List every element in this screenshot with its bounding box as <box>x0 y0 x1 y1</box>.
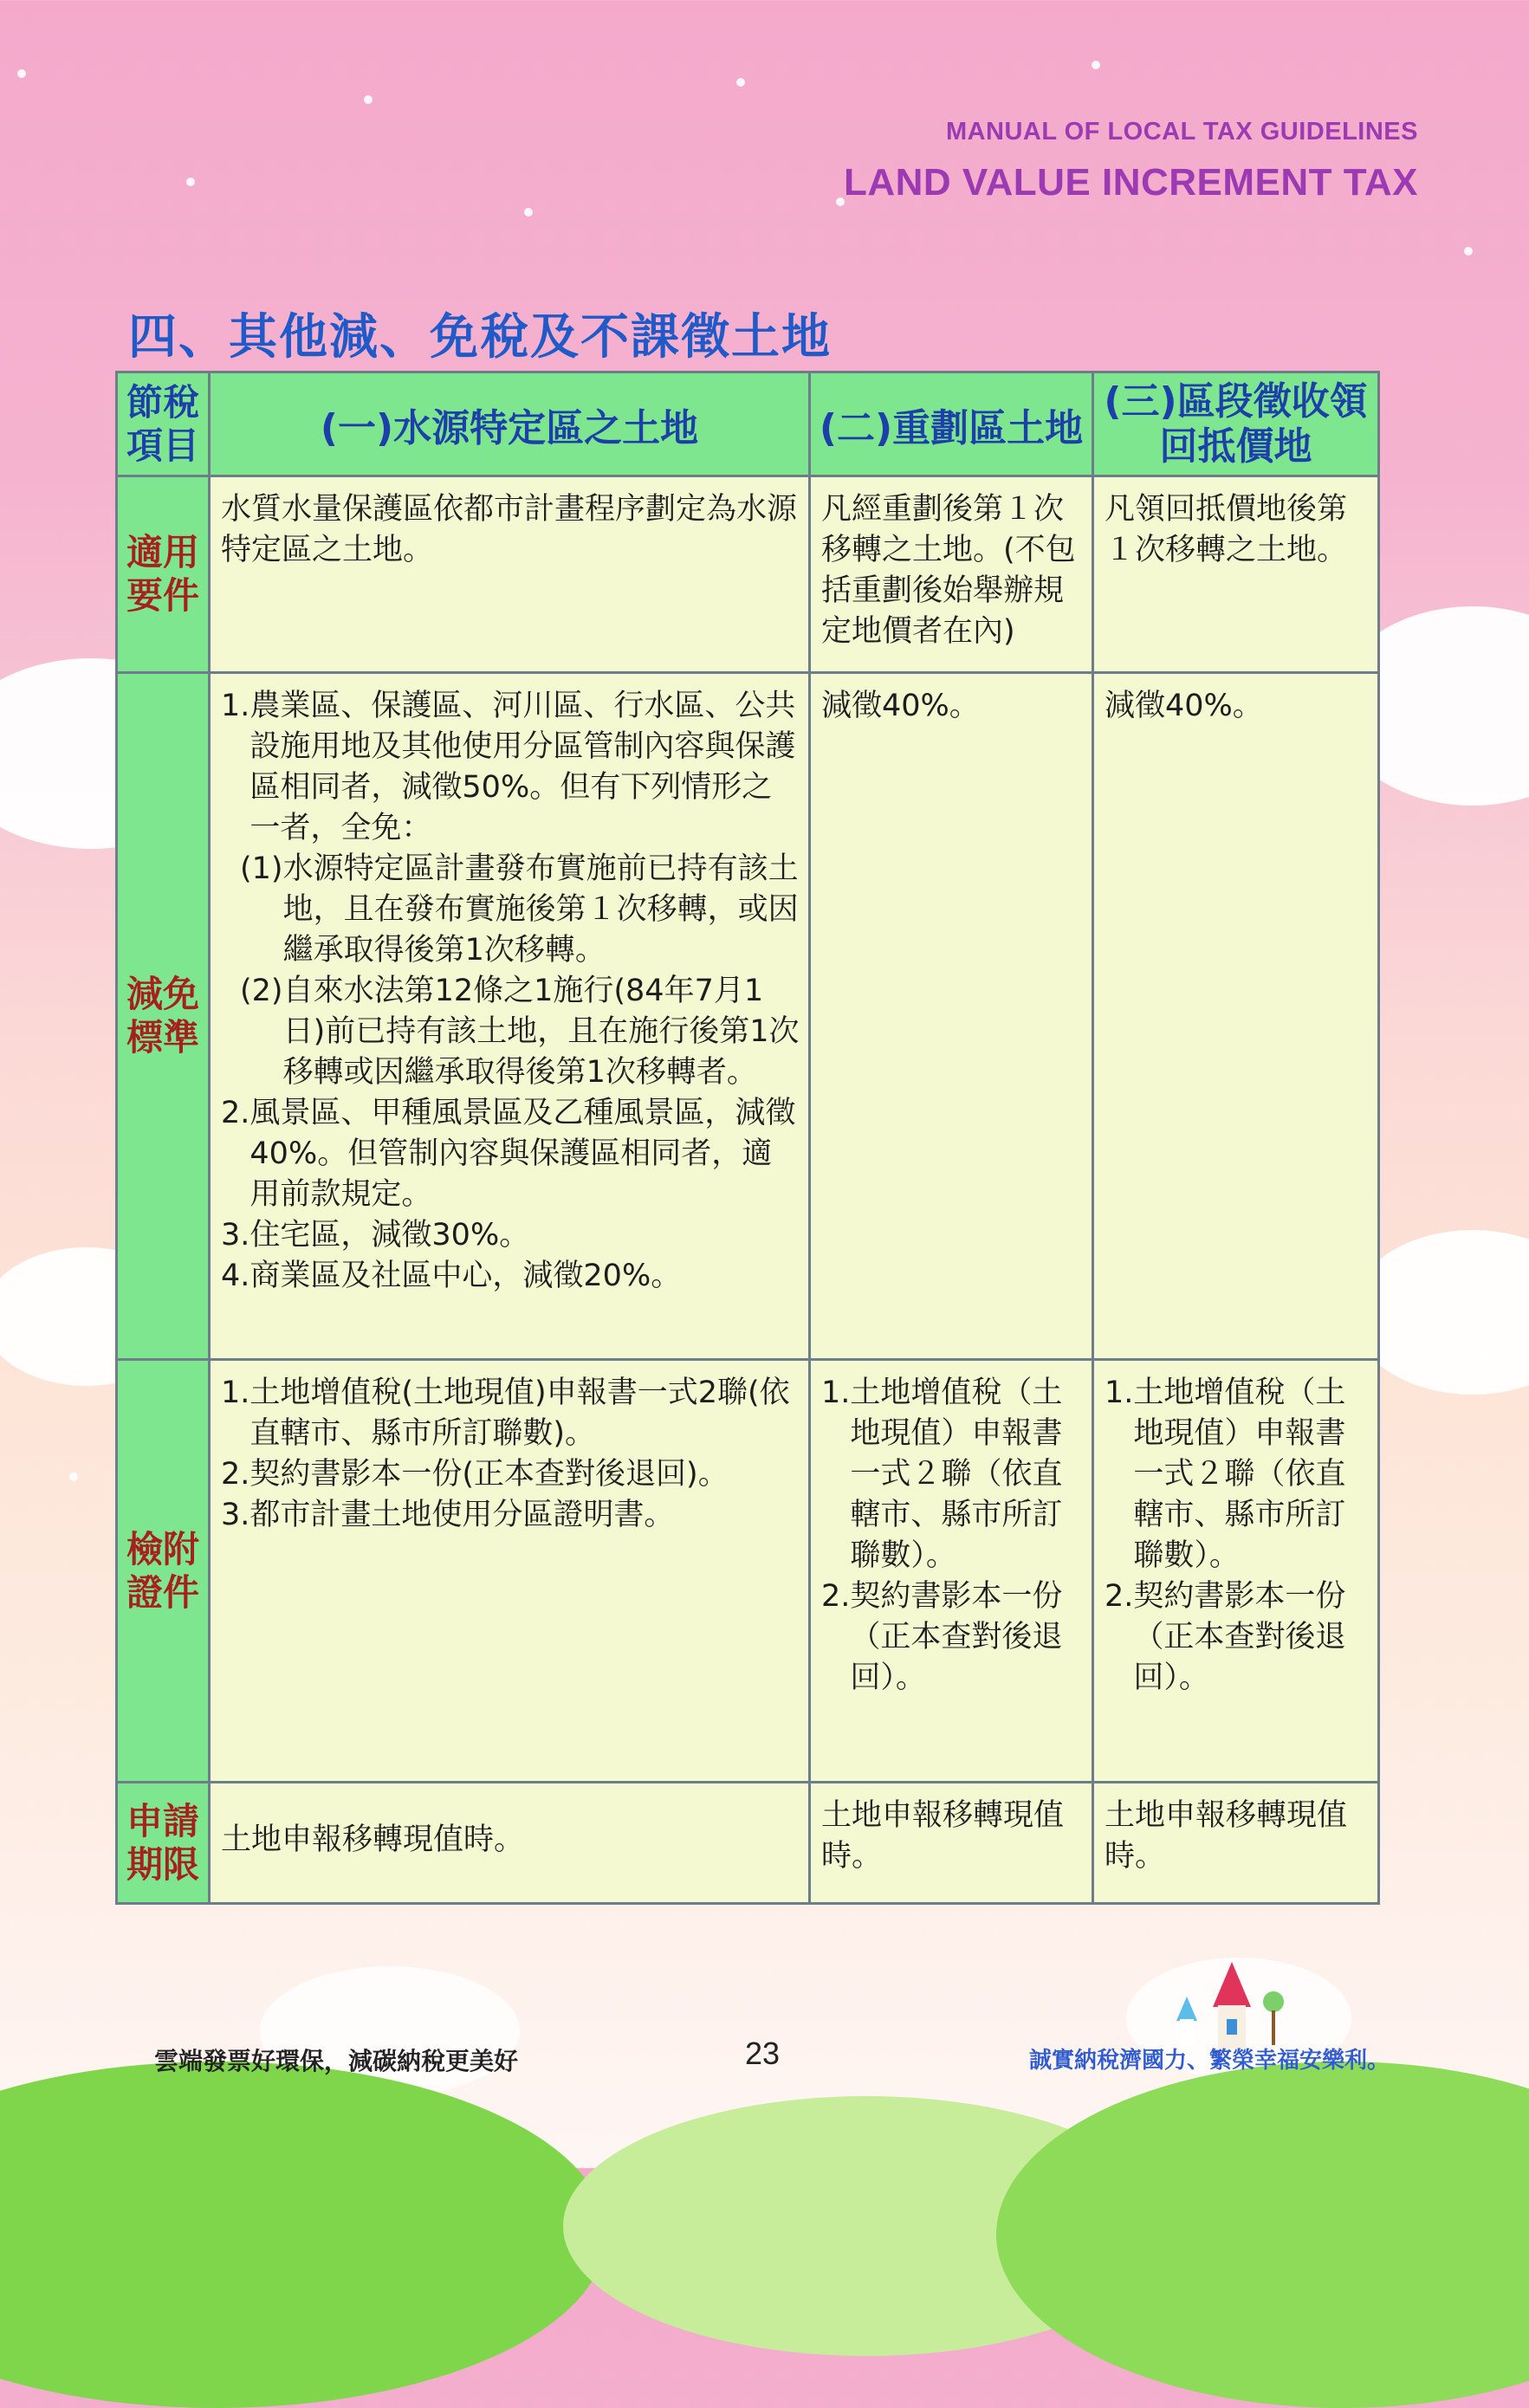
row-label-line: 期限 <box>126 1842 199 1886</box>
footer-slogan-left: 雲端發票好環保，減碳納稅更美好 <box>154 2047 519 2075</box>
list-item <box>221 1215 800 1256</box>
list-number: 1. <box>821 1376 851 1410</box>
documents-expropriation <box>1093 1360 1379 1783</box>
star-decoration <box>364 95 373 104</box>
reduction-water-source <box>210 673 810 1360</box>
list-text: 農業區、保護區、河川區、行水區、公共設施用地及其他使用分區管制內容與保護區相同者，減徵50%。但有下列情形之一者，全免： <box>249 689 796 845</box>
list-number: 1. <box>1105 1376 1134 1410</box>
list-number: 4. <box>221 1259 250 1293</box>
requirement-readjustment <box>810 476 1093 673</box>
table-row-deadline <box>117 1783 1379 1904</box>
reduction-readjustment <box>810 673 1093 1360</box>
star-decoration <box>524 208 533 217</box>
cell-text: 土地申報移轉現值時。 <box>221 1822 525 1857</box>
star-decoration <box>69 1473 78 1481</box>
row-label-line: 適用 <box>126 531 199 573</box>
list-item <box>221 1495 800 1536</box>
footer-slogan-right: 誠實納稅濟國力、繁榮幸福安樂利。 <box>1029 2048 1390 2074</box>
list-item <box>221 686 800 849</box>
list-number: (2) <box>240 974 283 1008</box>
list-text: 商業區及社區中心，減徵20%。 <box>249 1259 682 1293</box>
corner-header-line: 節稅 <box>126 380 199 424</box>
deadline-expropriation <box>1093 1783 1379 1904</box>
list-text: 土地增值稅（土地現值）申報書一式２聯（依直轄市、縣市所訂聯數）。 <box>850 1376 1063 1573</box>
list-number: 1. <box>221 1376 250 1410</box>
row-label-documents <box>117 1360 210 1783</box>
table-row-documents <box>117 1360 1379 1783</box>
column-header-line: 回抵價地 <box>1159 424 1312 469</box>
list-text: 都市計畫土地使用分區證明書。 <box>249 1498 675 1532</box>
hill-decoration <box>0 2062 606 2408</box>
reduction-list <box>211 674 808 1305</box>
sub-list-item <box>221 849 800 971</box>
cell-text: 凡經重劃後第１次移轉之土地。(不包括重劃後始舉辦規定地價者在內) <box>821 492 1076 649</box>
table-row-requirement <box>117 476 1379 673</box>
list-text: 水源特定區計畫發布實施前已持有該土地，且在發布實施後第１次移轉，或因繼承取得後第1次移轉。 <box>282 851 799 968</box>
list-text: 契約書影本一份（正本查對後退回）。 <box>850 1579 1063 1695</box>
list-number: 2. <box>221 1457 250 1492</box>
star-decoration <box>186 178 195 186</box>
list-text: 土地增值稅(土地現值)申報書一式2聯(依直轄市、縣市所訂聯數)。 <box>249 1376 790 1451</box>
documents-list <box>1094 1361 1377 1707</box>
list-item <box>221 1256 800 1297</box>
row-label-line: 減免 <box>126 973 199 1015</box>
sub-list-item <box>221 971 800 1093</box>
list-item <box>1105 1576 1369 1699</box>
table-header-row <box>117 372 1379 476</box>
list-text: 住宅區，減徵30%。 <box>249 1218 530 1253</box>
corner-header <box>117 372 210 476</box>
cell-text: 減徵40%。 <box>1105 689 1263 723</box>
row-label-requirement <box>117 476 210 673</box>
star-decoration <box>1464 247 1473 256</box>
column-header-water-source: (一)水源特定區之土地 <box>210 372 810 476</box>
cell-text: 凡領回抵價地後第１次移轉之土地。 <box>1105 492 1348 567</box>
row-label-reduction <box>117 673 210 1360</box>
requirement-expropriation <box>1093 476 1379 673</box>
tax-title: LAND VALUE INCREMENT TAX <box>843 161 1418 204</box>
star-decoration <box>736 78 745 87</box>
list-number: 2. <box>821 1579 851 1614</box>
list-number: 1. <box>221 689 250 723</box>
requirement-water-source <box>210 476 810 673</box>
documents-water-source <box>210 1360 810 1783</box>
deadline-water-source <box>210 1783 810 1904</box>
list-item <box>221 1093 800 1215</box>
star-decoration <box>1092 61 1100 69</box>
list-text: 風景區、甲種風景區及乙種風景區，減徵40%。但管制內容與保護區相同者，適用前款規定。 <box>249 1096 796 1212</box>
list-item <box>221 1373 800 1454</box>
row-label-line: 標準 <box>126 1016 199 1058</box>
manual-title: MANUAL OF LOCAL TAX GUIDELINES <box>945 118 1418 146</box>
hill-decoration <box>996 2062 1529 2408</box>
list-text: 契約書影本一份（正本查對後退回）。 <box>1133 1579 1346 1695</box>
cell-text: 水質水量保護區依都市計畫程序劃定為水源特定區之土地。 <box>221 492 798 567</box>
cell-text: 土地申報移轉現值時。 <box>821 1798 1065 1874</box>
column-header-line: (三)區段徵收領 <box>1104 379 1368 424</box>
reduction-expropriation <box>1093 673 1379 1360</box>
deadline-readjustment <box>810 1783 1093 1904</box>
row-label-line: 檢附 <box>126 1527 199 1570</box>
tax-reduction-table <box>115 371 1380 1905</box>
documents-list <box>811 1361 1092 1707</box>
list-number: (1) <box>240 851 283 886</box>
list-item <box>821 1373 1083 1576</box>
column-header-expropriation <box>1093 372 1379 476</box>
list-item <box>1105 1373 1369 1576</box>
star-decoration <box>1481 1351 1490 1360</box>
list-text: 土地增值稅（土地現值）申報書一式２聯（依直轄市、縣市所訂聯數）。 <box>1133 1376 1346 1573</box>
section-title: 四、其他減、免稅及不課徵土地 <box>128 309 832 366</box>
list-number: 2. <box>1105 1579 1134 1614</box>
corner-header-line: 項目 <box>126 424 199 467</box>
page-number: 23 <box>745 2036 781 2071</box>
star-decoration <box>17 69 26 78</box>
list-item <box>821 1576 1083 1699</box>
documents-readjustment <box>810 1360 1093 1783</box>
list-text: 契約書影本一份(正本查對後退回)。 <box>249 1457 729 1492</box>
row-label-deadline <box>117 1783 210 1904</box>
list-number: 2. <box>221 1096 250 1130</box>
row-label-line: 證件 <box>126 1570 199 1614</box>
list-text: 自來水法第12條之1施行(84年7月1日)前已持有該土地，且在施行後第1次移轉或因繼承取得後第1次移轉者。 <box>282 974 800 1090</box>
column-header-readjustment: (二)重劃區土地 <box>810 372 1093 476</box>
table-row-reduction <box>117 673 1379 1360</box>
list-number: 3. <box>221 1498 250 1532</box>
list-item <box>221 1454 800 1495</box>
cell-text: 減徵40%。 <box>821 689 980 723</box>
row-label-line: 要件 <box>126 574 199 617</box>
list-number: 3. <box>221 1218 250 1253</box>
row-label-line: 申請 <box>126 1799 199 1842</box>
documents-list <box>211 1361 808 1544</box>
cell-text: 土地申報移轉現值時。 <box>1105 1798 1348 1874</box>
